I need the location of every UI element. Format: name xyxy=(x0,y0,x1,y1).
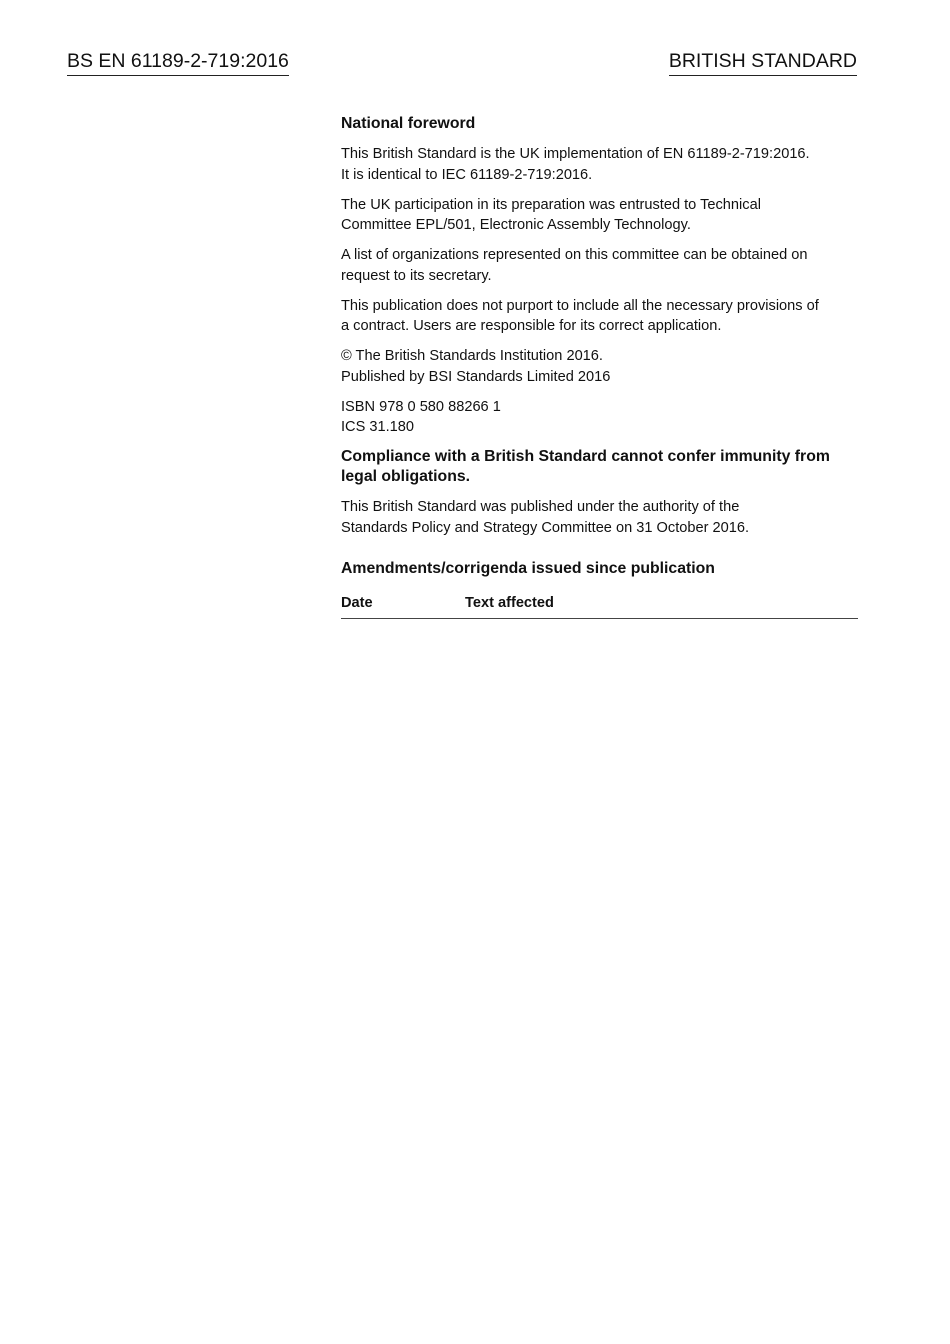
identifiers-paragraph xyxy=(341,397,858,438)
isbn-line: ISBN 978 0 580 88266 1 xyxy=(341,398,501,415)
provisions-line-1: This publication does not purport to include all the necessary provisions of xyxy=(341,297,819,314)
participation-line-2: Committee EPL/501, Electronic Assembly Technology. xyxy=(341,217,691,233)
foreword-title: National foreword xyxy=(341,115,476,132)
organizations-line-2: request to its secretary. xyxy=(341,267,492,284)
copyright-paragraph xyxy=(341,346,858,387)
participation-line-1: The UK participation in its preparation was entrusted to Technical xyxy=(341,196,761,213)
national-foreword-section xyxy=(341,114,858,619)
implementation-line-2: It is identical to IEC 61189-2-719:2016. xyxy=(341,166,593,183)
organizations-line-1: A list of organizations represented on this committee can be obtained on xyxy=(341,247,808,263)
compliance-notice xyxy=(341,447,858,487)
authority-paragraph xyxy=(341,497,858,538)
implementation-paragraph xyxy=(341,144,858,185)
column-header-date: Date xyxy=(341,593,465,619)
implementation-line-1: This British Standard is the UK implementation of EN 61189-2-719:2016. xyxy=(341,146,810,162)
participation-paragraph xyxy=(341,195,858,236)
compliance-line-1: Compliance with a British Standard cannot confer immunity from xyxy=(341,448,830,465)
document-code: BS EN 61189-2-719:2016 xyxy=(67,49,289,76)
standard-type-label: BRITISH STANDARD xyxy=(669,49,857,76)
authority-line-2: Standards Policy and Strategy Committee on 31 October 2016. xyxy=(341,519,750,536)
authority-line-1: This British Standard was published under the authority of the xyxy=(341,499,740,515)
provisions-paragraph xyxy=(341,296,858,337)
compliance-line-2: legal obligations. xyxy=(341,468,471,485)
organizations-paragraph xyxy=(341,245,858,286)
provisions-line-2: a contract. Users are responsible for its correct application. xyxy=(341,318,722,334)
amendments-header-row xyxy=(341,593,858,619)
ics-line: ICS 31.180 xyxy=(341,419,415,435)
publisher-line: Published by BSI Standards Limited 2016 xyxy=(341,368,611,385)
copyright-line: © The British Standards Institution 2016. xyxy=(341,348,603,364)
amendments-title: Amendments/corrigenda issued since publication xyxy=(341,560,715,577)
amendments-table xyxy=(341,593,858,619)
column-header-text-affected: Text affected xyxy=(465,593,858,619)
